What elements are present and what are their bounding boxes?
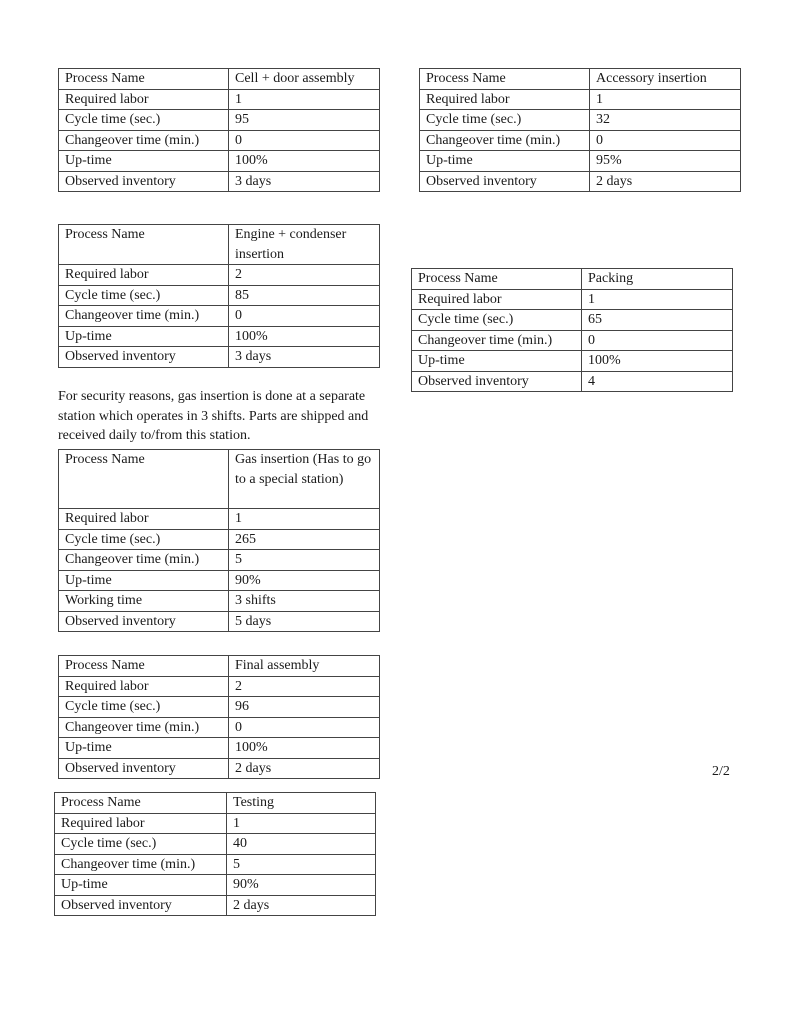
row-key: Required labor — [59, 89, 229, 110]
row-key: Changeover time (min.) — [59, 717, 229, 738]
row-key: Changeover time (min.) — [55, 854, 227, 875]
row-value: 3 shifts — [229, 591, 380, 612]
table-row — [420, 171, 741, 192]
row-key: Cycle time (sec.) — [59, 285, 229, 306]
row-key: Changeover time (min.) — [59, 130, 229, 151]
row-value: 3 days — [229, 347, 380, 368]
row-key: Observed inventory — [59, 611, 229, 632]
row-value: Engine + condenser insertion — [229, 225, 380, 265]
row-value: 5 — [227, 854, 376, 875]
row-value: 65 — [582, 310, 733, 331]
row-key: Changeover time (min.) — [420, 130, 590, 151]
row-value: 1 — [582, 289, 733, 310]
table-row — [59, 265, 380, 286]
row-key: Observed inventory — [55, 895, 227, 916]
process-table-packing — [411, 268, 733, 392]
row-key: Changeover time (min.) — [412, 330, 582, 351]
row-value: 2 days — [229, 758, 380, 779]
process-table-gas-insertion — [58, 449, 380, 632]
row-value: 4 — [582, 371, 733, 392]
row-value: 90% — [227, 875, 376, 896]
row-key: Observed inventory — [59, 347, 229, 368]
table-row — [55, 854, 376, 875]
table-row — [59, 591, 380, 612]
row-key: Up-time — [59, 326, 229, 347]
table-row — [412, 351, 733, 372]
row-key: Up-time — [59, 738, 229, 759]
table-row — [420, 110, 741, 131]
row-key: Observed inventory — [59, 171, 229, 192]
row-key: Required labor — [59, 509, 229, 530]
row-value: 100% — [229, 738, 380, 759]
table-row — [59, 89, 380, 110]
table-row — [59, 306, 380, 327]
row-value: 5 — [229, 550, 380, 571]
row-key: Process Name — [55, 793, 227, 814]
row-key: Up-time — [420, 151, 590, 172]
table-row — [55, 834, 376, 855]
row-key: Process Name — [420, 69, 590, 90]
row-value: 95 — [229, 110, 380, 131]
row-value: 2 — [229, 265, 380, 286]
row-key: Required labor — [59, 265, 229, 286]
process-table-final-assembly — [58, 655, 380, 779]
row-key: Observed inventory — [420, 171, 590, 192]
table-row — [59, 758, 380, 779]
row-value: 2 — [229, 676, 380, 697]
table-row — [59, 611, 380, 632]
row-value: 2 days — [590, 171, 741, 192]
table-row — [55, 793, 376, 814]
row-value: 0 — [229, 130, 380, 151]
process-table-engine-condenser-insertion — [58, 224, 380, 368]
table-row — [59, 326, 380, 347]
row-value: 90% — [229, 570, 380, 591]
table-row — [59, 450, 380, 509]
row-key: Working time — [59, 591, 229, 612]
table-row — [59, 738, 380, 759]
row-value: 1 — [590, 89, 741, 110]
row-value: Packing — [582, 269, 733, 290]
row-value: 100% — [229, 326, 380, 347]
row-value: Accessory insertion — [590, 69, 741, 90]
row-key: Cycle time (sec.) — [420, 110, 590, 131]
table-row — [59, 130, 380, 151]
row-value: Testing — [227, 793, 376, 814]
table-row — [55, 813, 376, 834]
table-row — [59, 656, 380, 677]
table-row — [412, 371, 733, 392]
table-row — [59, 550, 380, 571]
table-row — [412, 269, 733, 290]
table-row — [420, 151, 741, 172]
row-value: 1 — [229, 89, 380, 110]
table-row — [59, 570, 380, 591]
row-value: 0 — [590, 130, 741, 151]
row-key: Cycle time (sec.) — [59, 697, 229, 718]
row-value: 96 — [229, 697, 380, 718]
table-row — [55, 875, 376, 896]
row-value: 40 — [227, 834, 376, 855]
row-key: Required labor — [420, 89, 590, 110]
process-table-testing — [54, 792, 376, 916]
table-row — [420, 130, 741, 151]
process-table-accessory-insertion — [419, 68, 741, 192]
row-key: Cycle time (sec.) — [59, 529, 229, 550]
row-key: Observed inventory — [59, 758, 229, 779]
table-row — [59, 347, 380, 368]
table-row — [420, 89, 741, 110]
table-row — [59, 69, 380, 90]
row-value: 32 — [590, 110, 741, 131]
row-key: Process Name — [59, 450, 229, 509]
table-row — [59, 529, 380, 550]
row-key: Process Name — [59, 225, 229, 265]
table-row — [55, 895, 376, 916]
row-value: 2 days — [227, 895, 376, 916]
row-value: 95% — [590, 151, 741, 172]
row-value: Final assembly — [229, 656, 380, 677]
row-key: Process Name — [412, 269, 582, 290]
row-value: 0 — [229, 306, 380, 327]
table-row — [412, 310, 733, 331]
row-key: Changeover time (min.) — [59, 306, 229, 327]
row-value: 100% — [229, 151, 380, 172]
row-value: 100% — [582, 351, 733, 372]
row-value: 1 — [227, 813, 376, 834]
row-key: Cycle time (sec.) — [59, 110, 229, 131]
security-note: For security reasons, gas insertion is done at a separate station which operates in 3 shifts. Parts are shipped and received daily to/from this station. — [58, 389, 369, 443]
table-row — [412, 330, 733, 351]
table-row — [59, 717, 380, 738]
table-row — [59, 225, 380, 265]
row-value: 0 — [582, 330, 733, 351]
row-key: Required labor — [59, 676, 229, 697]
row-key: Up-time — [412, 351, 582, 372]
row-key: Required labor — [55, 813, 227, 834]
table-row — [59, 509, 380, 530]
row-value: Gas insertion (Has to go to a special station) — [229, 450, 380, 509]
row-key: Observed inventory — [412, 371, 582, 392]
row-value: Cell + door assembly — [229, 69, 380, 90]
row-value: 5 days — [229, 611, 380, 632]
row-value: 1 — [229, 509, 380, 530]
row-key: Process Name — [59, 656, 229, 677]
table-row — [412, 289, 733, 310]
row-value: 0 — [229, 717, 380, 738]
row-key: Up-time — [59, 570, 229, 591]
table-row — [59, 676, 380, 697]
row-key: Process Name — [59, 69, 229, 90]
table-row — [59, 285, 380, 306]
row-value: 85 — [229, 285, 380, 306]
table-row — [59, 697, 380, 718]
row-key: Up-time — [59, 151, 229, 172]
page-number: 2/2 — [712, 764, 730, 779]
row-key: Cycle time (sec.) — [55, 834, 227, 855]
row-key: Cycle time (sec.) — [412, 310, 582, 331]
row-key: Changeover time (min.) — [59, 550, 229, 571]
row-key: Up-time — [55, 875, 227, 896]
table-row — [59, 171, 380, 192]
row-key: Required labor — [412, 289, 582, 310]
table-row — [59, 110, 380, 131]
table-row — [420, 69, 741, 90]
process-table-cell-door-assembly — [58, 68, 380, 192]
table-row — [59, 151, 380, 172]
row-value: 3 days — [229, 171, 380, 192]
row-value: 265 — [229, 529, 380, 550]
